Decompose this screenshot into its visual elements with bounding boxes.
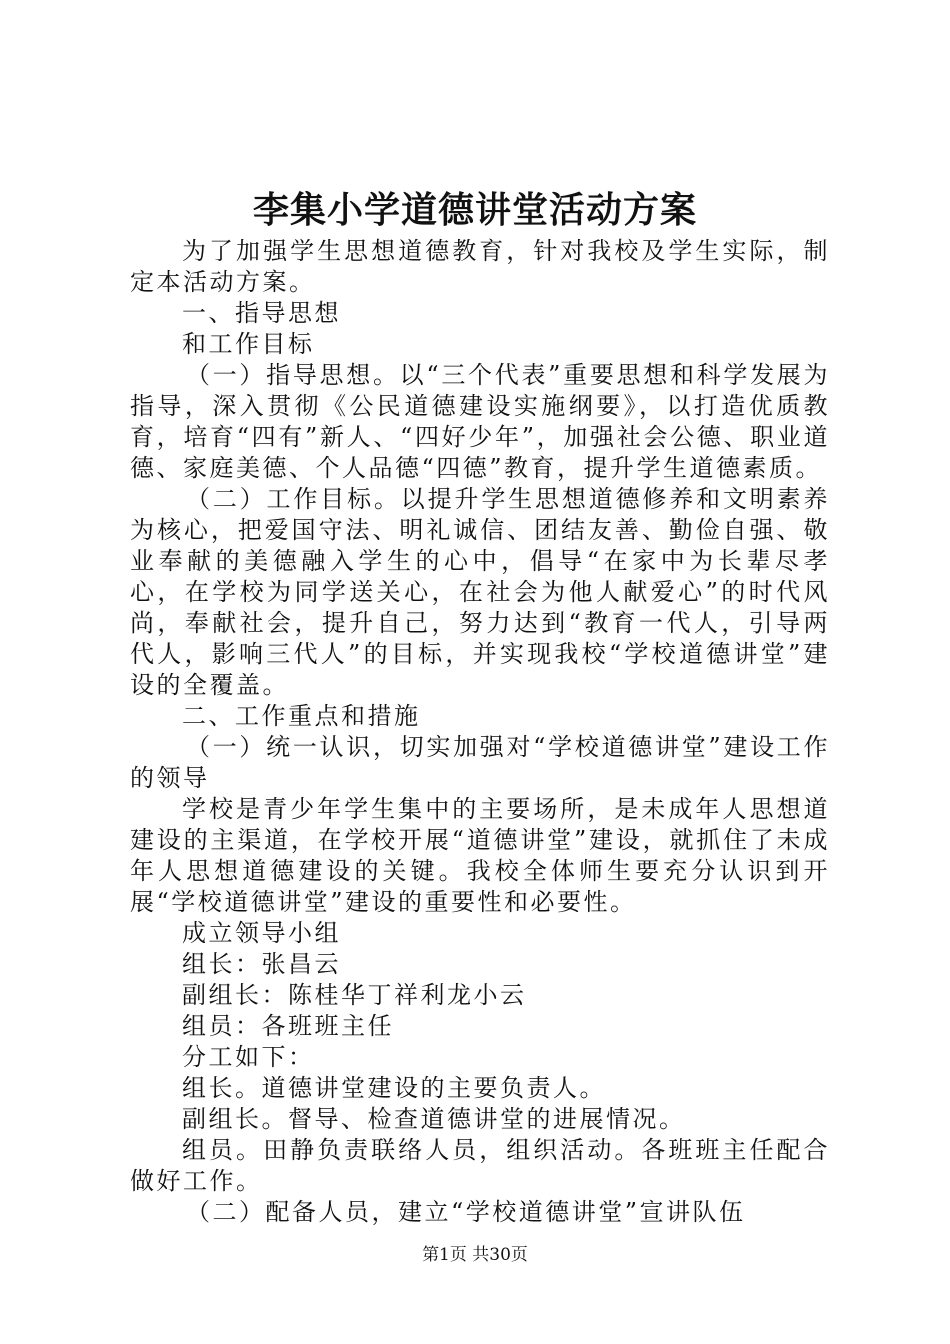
line-members: 组员：各班班主任 [182, 1012, 394, 1040]
heading-key-work-measures: 二、工作重点和措施 [182, 702, 421, 730]
line-leading-group: 成立领导小组 [182, 919, 341, 947]
line-group-leader: 组长：张昌云 [182, 950, 341, 978]
line-deputy-leaders: 副组长：陈桂华丁祥利龙小云 [182, 981, 527, 1009]
paragraph-intro: 为了加强学生思想道德教育，针对我校及学生实际，制定本活动方案。 [130, 237, 830, 296]
heading-work-goals: 和工作目标 [182, 330, 315, 358]
line-leader-duty: 组长。道德讲堂建设的主要负责人。 [182, 1074, 606, 1102]
paragraph-school-role: 学校是青少年学生集中的主要场所，是未成年人思想道建设的主渠道，在学校开展“道德讲堂”建设，就抓住了未成年人思想道德建设的关键。我校全体师生要充分认识到开展“学校道德讲堂”建设的重要性和必要性。 [130, 795, 830, 916]
document-body [130, 236, 830, 1228]
heading-guiding-ideology: 一、指导思想 [182, 299, 341, 327]
heading-staffing: （二）配备人员，建立“学校道德讲堂”宣讲队伍 [186, 1198, 746, 1226]
heading-unify-understanding: （一）统一认识，切实加强对“学校道德讲堂”建设工作的领导 [130, 733, 830, 792]
document-title: 李集小学道德讲堂活动方案 [252, 189, 697, 231]
paragraph-guiding-ideology: （一）指导思想。以“三个代表”重要思想和科学发展为指导，深入贯彻《公民道德建设实施纲要》，以打造优质教育，培育“四有”新人、“四好少年”，加强社会公德、职业道德、家庭美德、个人品德“四德”教育，提升学生道德素质。 [130, 361, 830, 482]
paragraph-work-goals: （二）工作目标。以提升学生思想道德修养和文明素养为核心，把爱国守法、明礼诚信、团结友善、勤俭自强、敬业奉献的美德融入学生的心中，倡导“在家中为长辈尽孝心，在学校为同学送关心，在社会为他人献爱心”的时代风尚，奉献社会，提升自己，努力达到“教育一代人，引导两代人，影响三代人”的目标，并实现我校“学校道德讲堂”建设的全覆盖。 [130, 485, 830, 699]
page-number-footer: 第1页 共30页 [422, 1245, 528, 1265]
line-division-of-work: 分工如下： [182, 1043, 315, 1071]
line-deputy-duty: 副组长。督导、检查道德讲堂的进展情况。 [182, 1105, 686, 1133]
paragraph-member-duty: 组员。田静负责联络人员，组织活动。各班班主任配合做好工作。 [130, 1136, 830, 1195]
